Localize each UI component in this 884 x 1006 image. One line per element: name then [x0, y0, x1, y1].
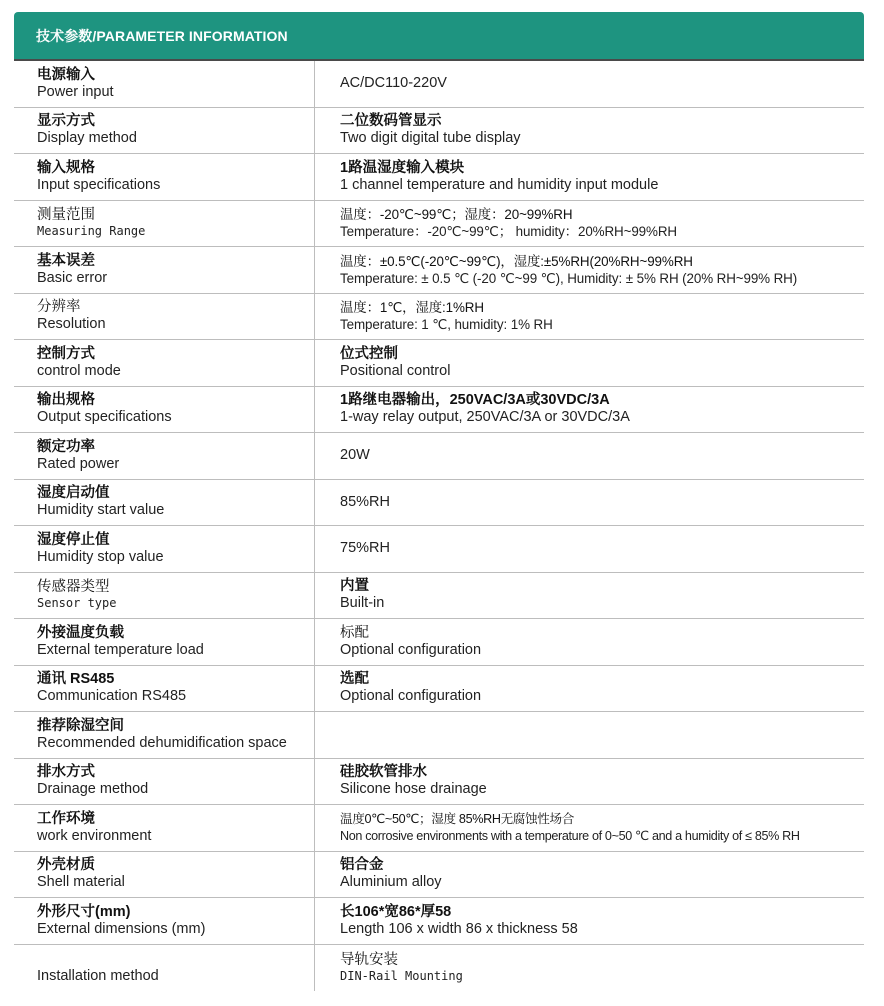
label-zh: 电源输入 — [37, 66, 95, 83]
label-zh: 传感器类型 — [37, 579, 110, 596]
table-body — [14, 59, 864, 991]
table-row — [14, 712, 864, 759]
label-en: work environment — [37, 827, 152, 844]
label-cell — [14, 619, 315, 665]
label-en: Sensor type — [37, 596, 117, 611]
table-row — [14, 526, 864, 573]
label-cell — [14, 712, 315, 758]
label-zh: 额定功率 — [37, 438, 95, 455]
label-cell — [14, 201, 315, 247]
table-row — [14, 433, 864, 480]
value-cell — [315, 480, 864, 526]
value-en: Temperature：-20℃~99℃； humidity：20%RH~99%RH — [340, 224, 677, 240]
label-en: Output specifications — [37, 409, 172, 426]
label-zh: 分辨率 — [37, 299, 81, 316]
value-zh: 温度：-20℃~99℃；湿度：20~99%RH — [340, 207, 573, 223]
label-zh: 湿度启动值 — [37, 485, 110, 502]
value-cell — [315, 340, 864, 386]
table-row — [14, 294, 864, 341]
value-cell — [315, 108, 864, 154]
value-zh: 1路继电器输出，250VAC/3A或30VDC/3A — [340, 392, 610, 409]
label-zh: 外壳材质 — [37, 857, 95, 874]
table-row — [14, 852, 864, 899]
table-row — [14, 154, 864, 201]
table-title: 技术参数/PARAMETER INFORMATION — [36, 27, 288, 44]
label-cell — [14, 573, 315, 619]
value-en: Temperature: ± 0.5 ℃ (-20 ℃~99 ℃), Humidity: ± 5% RH (20% RH~99% RH) — [340, 270, 798, 286]
value-zh: 选配 — [340, 671, 369, 688]
label-zh: 外接温度负载 — [37, 624, 124, 641]
label-cell — [14, 945, 315, 992]
value-en: Built-in — [340, 595, 385, 612]
value-zh: 导轨安装 — [340, 951, 398, 968]
value-cell — [315, 433, 864, 479]
value-cell — [315, 805, 864, 851]
label-zh: 输入规格 — [37, 159, 95, 176]
table-row — [14, 945, 864, 992]
table-row — [14, 805, 864, 852]
label-cell — [14, 805, 315, 851]
value-en: Non corrosive environments with a temperature of 0~50 ℃ and a humidity of ≤ 85% RH — [340, 828, 800, 843]
table-row — [14, 108, 864, 155]
value-zh: 1路温湿度输入模块 — [340, 159, 465, 176]
value-zh: 铝合金 — [340, 857, 384, 874]
value-en: 1 channel temperature and humidity input module — [340, 176, 659, 193]
label-en: Installation method — [37, 967, 159, 984]
label-cell — [14, 340, 315, 386]
label-cell — [14, 433, 315, 479]
label-en: Input specifications — [37, 176, 161, 193]
parameter-table — [14, 12, 864, 991]
table-row — [14, 201, 864, 248]
label-zh: 外形尺寸(mm) — [37, 903, 131, 920]
value-zh: 温度0℃~50℃；湿度 85%RH无腐蚀性场合 — [340, 811, 575, 826]
label-en: Display method — [37, 130, 137, 147]
table-row — [14, 666, 864, 713]
value-zh: 标配 — [340, 624, 369, 641]
label-en: Resolution — [37, 316, 106, 333]
value-en: Temperature: 1 ℃, humidity: 1% RH — [340, 317, 553, 333]
label-cell — [14, 247, 315, 293]
value-cell — [315, 945, 864, 992]
label-en: Humidity stop value — [37, 548, 164, 565]
label-en: Drainage method — [37, 781, 149, 798]
value-en: Length 106 x width 86 x thickness 58 — [340, 920, 578, 937]
label-cell — [14, 154, 315, 200]
label-en: Rated power — [37, 455, 120, 472]
label-en: Basic error — [37, 269, 108, 286]
label-cell — [14, 666, 315, 712]
label-zh: 输出规格 — [37, 392, 95, 409]
label-cell — [14, 108, 315, 154]
value-zh: 20W — [340, 447, 370, 464]
label-en: Measuring Range — [37, 224, 146, 239]
value-cell — [315, 201, 864, 247]
value-en: Positional control — [340, 362, 451, 379]
value-cell — [315, 154, 864, 200]
value-en: 1-way relay output, 250VAC/3A or 30VDC/3A — [340, 409, 630, 426]
value-zh: 长106*宽86*厚58 — [340, 903, 452, 920]
value-cell — [315, 387, 864, 433]
label-en: Recommended dehumidification space — [37, 734, 287, 751]
label-zh: 通讯 RS485 — [37, 671, 115, 688]
label-en: External temperature load — [37, 641, 204, 658]
table-header — [14, 12, 864, 59]
label-zh: 湿度停止值 — [37, 531, 110, 548]
label-cell — [14, 759, 315, 805]
label-en: External dimensions (mm) — [37, 920, 206, 937]
table-row — [14, 573, 864, 620]
value-en: DIN-Rail Mounting — [340, 968, 463, 983]
value-cell — [315, 712, 864, 758]
value-cell — [315, 759, 864, 805]
value-en: Two digit digital tube display — [340, 130, 521, 147]
label-en: Power input — [37, 83, 114, 100]
table-row — [14, 340, 864, 387]
label-cell — [14, 480, 315, 526]
value-cell — [315, 619, 864, 665]
value-en: Aluminium alloy — [340, 874, 442, 891]
value-cell — [315, 526, 864, 572]
label-zh: 排水方式 — [37, 764, 95, 781]
label-cell — [14, 898, 315, 944]
label-zh: 工作环境 — [37, 810, 95, 827]
value-zh: 75%RH — [340, 540, 390, 557]
label-zh: 显示方式 — [37, 113, 95, 130]
value-zh: 位式控制 — [340, 345, 398, 362]
label-en: Communication RS485 — [37, 688, 187, 705]
label-zh: 基本误差 — [37, 252, 95, 269]
label-en: control mode — [37, 362, 121, 379]
label-cell — [14, 387, 315, 433]
value-zh: 硅胶软管排水 — [340, 764, 427, 781]
value-cell — [315, 573, 864, 619]
value-cell — [315, 61, 864, 107]
value-zh: 二位数码管显示 — [340, 113, 442, 130]
label-zh: 推荐除湿空间 — [37, 717, 124, 734]
table-row — [14, 247, 864, 294]
label-zh: 控制方式 — [37, 345, 95, 362]
table-row — [14, 898, 864, 945]
value-zh: AC/DC110-220V — [340, 75, 447, 92]
value-en: Optional configuration — [340, 641, 482, 658]
label-zh: 测量范围 — [37, 207, 95, 224]
value-zh: 温度：1℃，湿度:1%RH — [340, 300, 484, 316]
value-cell — [315, 294, 864, 340]
value-cell — [315, 898, 864, 944]
table-row — [14, 759, 864, 806]
label-cell — [14, 852, 315, 898]
value-en: Optional configuration — [340, 688, 482, 705]
value-zh: 内置 — [340, 578, 369, 595]
value-cell — [315, 247, 864, 293]
value-en: Silicone hose drainage — [340, 781, 487, 798]
table-row — [14, 61, 864, 108]
value-cell — [315, 666, 864, 712]
table-row — [14, 387, 864, 434]
label-cell — [14, 294, 315, 340]
value-zh: 温度：±0.5℃(-20℃~99℃)，湿度:±5%RH(20%RH~99%RH — [340, 253, 693, 269]
value-zh: 85%RH — [340, 493, 390, 510]
label-cell — [14, 526, 315, 572]
label-en: Humidity start value — [37, 502, 165, 519]
label-cell — [14, 61, 315, 107]
value-cell — [315, 852, 864, 898]
table-row — [14, 480, 864, 527]
label-en: Shell material — [37, 874, 125, 891]
table-row — [14, 619, 864, 666]
